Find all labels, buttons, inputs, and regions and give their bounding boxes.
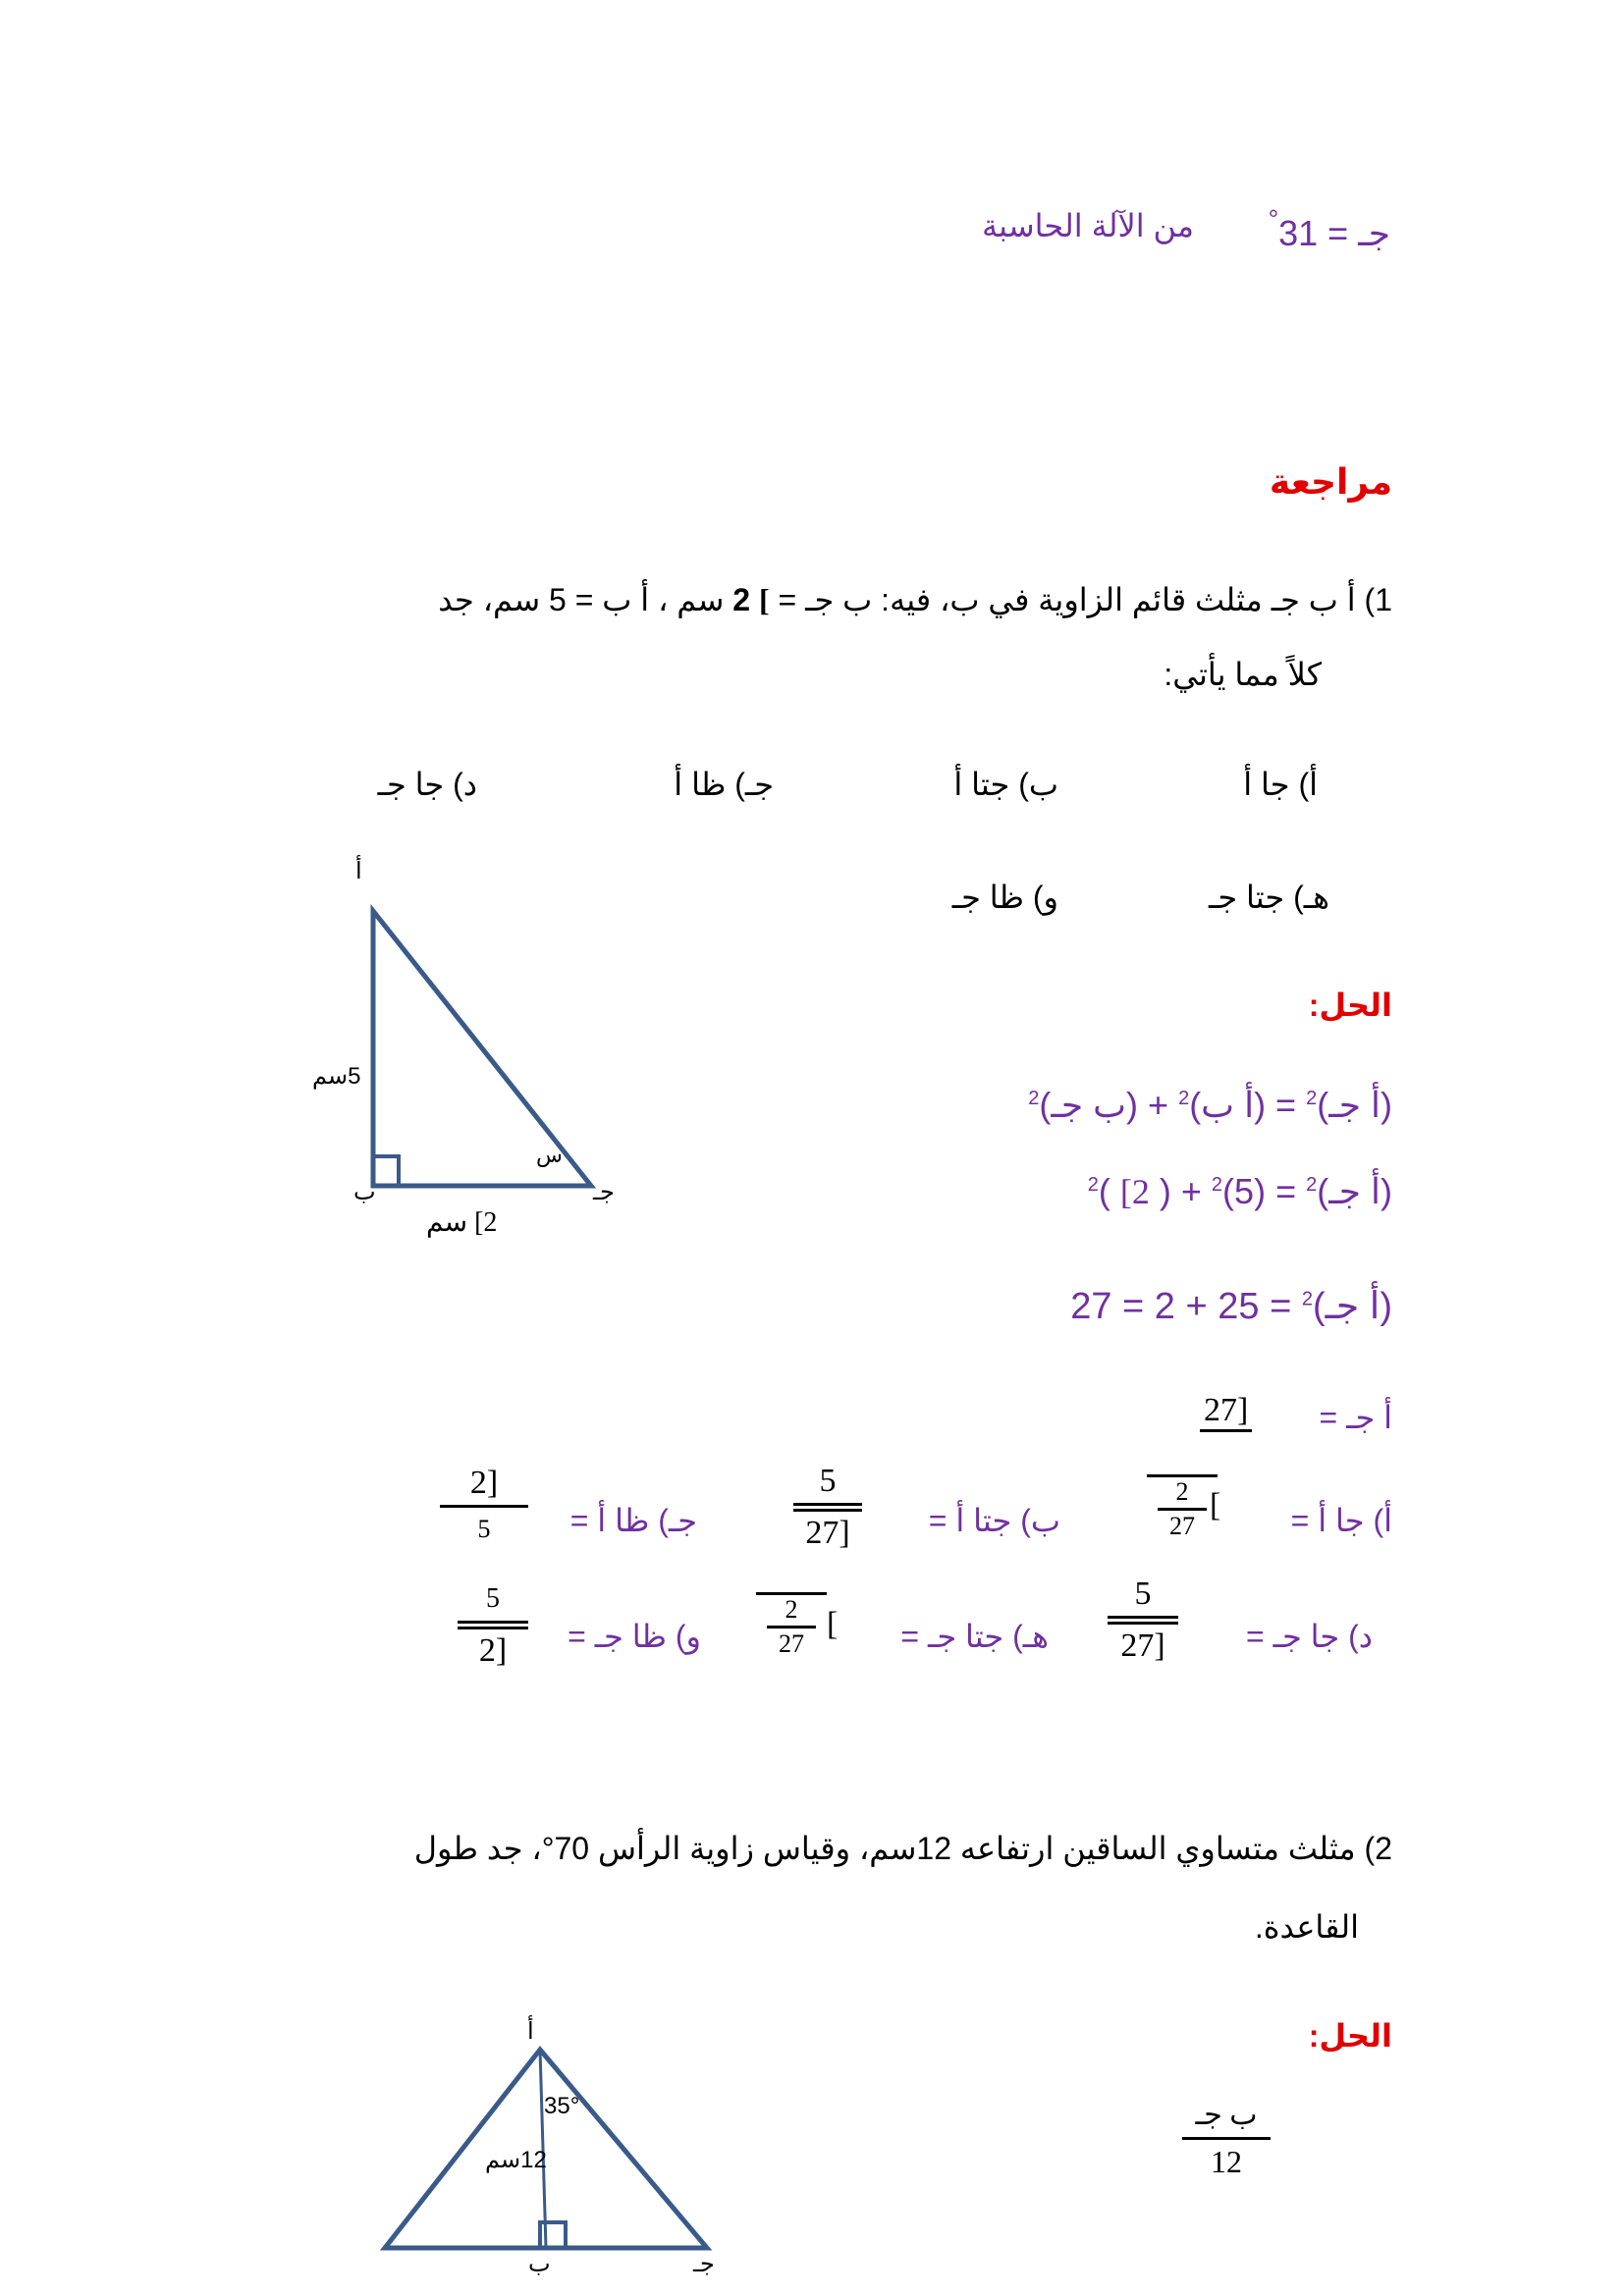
q1-answer-e-num: 2 [785,1595,798,1624]
calculator-note: من الآلة الحاسبة [982,208,1194,243]
q1-diagram-vertex-a: أ [355,858,362,884]
q1-answer-f-den: 2] [478,1632,508,1669]
q1-answer-d-num: 5 [1134,1575,1152,1612]
q2-line2: القاعدة. [1254,1909,1359,1945]
q2-diagram-vertex-a: أ [527,2018,534,2045]
q1-item-c: جـ) ظا أ [674,767,774,802]
q1-item-d: د) جا جـ [377,767,477,802]
q1-sqrt-symbol: ] [758,582,770,617]
q1-line2: كلاً مما يأتي: [1164,657,1322,692]
q1-diagram-vertex-b: ب [353,1179,376,1205]
q2-fraction [1182,2097,1271,2180]
q1-bold-value: 2 [732,582,751,617]
q1-answer-a-label: أ) جا أ = [1290,1503,1392,1538]
q1-line1-rest: سم ، أ ب = 5 سم، جد [438,582,725,617]
isosceles-triangle-diagram [363,2022,736,2287]
right-angle-marker [373,1156,399,1186]
q1-diagram-angle: س [536,1143,563,1167]
review-heading: مراجعة [1269,461,1392,502]
degree-symbol: ° [1268,204,1279,234]
q1-answer-d-label: د) جا جـ = [1246,1619,1373,1654]
q1-answer-f-frac [458,1580,528,1670]
q1-answer-c-den: 5 [477,1515,491,1543]
q2-diagram-vertex-c: جـ [693,2251,715,2277]
q1-answer-d-frac [1108,1575,1178,1665]
q1-line1-text: 1) أ ب جـ مثلث قائم الزاوية في ب، فيه: ب جـ = [778,582,1392,617]
q2-frac-num: ب جـ [1195,2099,1258,2131]
q1-solution-label: الحل: [1308,988,1392,1023]
angle-equation: جـ = 31 [1278,213,1390,253]
q1-answer-d-den: 27] [1120,1628,1165,1664]
q1-answer-b-label: ب) جتا أ = [928,1503,1060,1538]
q1-answer-a-root: ] [1210,1487,1221,1523]
q1-diagram-vertex-c: جـ [593,1179,615,1205]
q1-answer-c-label: جـ) ظا أ = [569,1503,697,1538]
q1-answer-f-num: 5 [486,1583,500,1614]
q1-answer-e-label: هـ) جتا جـ = [900,1619,1049,1654]
q1-item-f: و) ظا جـ [951,880,1058,915]
q1-eq1: (أ جـ)$^2$ = (أ ب)$^2$ + (ب جـ)$^2$ [1028,1085,1392,1125]
q1-eq3: (أ جـ)$^2$ = 25 + 2 = 27 [1070,1286,1392,1327]
q1-answer-e-den: 27 [779,1629,804,1658]
q1-answer-a-den: 27 [1169,1512,1195,1540]
q1-item-e: هـ) جتا جـ [1208,880,1329,915]
q1-answer-c-frac [440,1465,528,1548]
q1-answer-b-den: 27] [805,1515,850,1551]
q1-answer-a-num: 2 [1175,1477,1189,1506]
q1-diagram-side-ab: 5سم [312,1063,361,1090]
q1-eq4: أ جـ = [1319,1400,1392,1435]
q1-answer-e-root: ] [827,1606,839,1642]
q2-diagram-height: 12سم [485,2147,547,2173]
q1-answer-b-frac [793,1463,862,1552]
q1-answer-f-label: و) ظا جـ = [568,1619,701,1654]
q1-item-a: أ) جا أ [1243,767,1318,802]
q2-diagram-vertex-b: ب [528,2251,551,2277]
q1-eq4-root: 27] [1200,1392,1252,1432]
q1-line1 [438,581,1392,618]
q1-diagram-side-bc: 2] سم [426,1207,498,1238]
q1-eq2: (أ جـ)$^2$ = $(5)^2$ + ( 2] )$^2$ [1087,1171,1392,1211]
top-equation [1269,204,1390,254]
q1-answer-b-num: 5 [819,1463,837,1499]
q2-line1: 2) مثلث متساوي الساقين ارتفاعه 12سم، وقياس زاوية الرأس 70°، جد طول [413,1831,1392,1866]
q1-answer-c-num: 2] [469,1465,499,1501]
q1-answer-a-frac [1147,1474,1221,1540]
q2-diagram-angle: 35° [544,2093,580,2119]
q1-item-b: ب) جتا أ [953,767,1058,802]
q1-answer-e-frac [756,1592,827,1657]
q2-frac-den: 12 [1211,2144,1242,2179]
q2-solution-label: الحل: [1308,2018,1392,2054]
